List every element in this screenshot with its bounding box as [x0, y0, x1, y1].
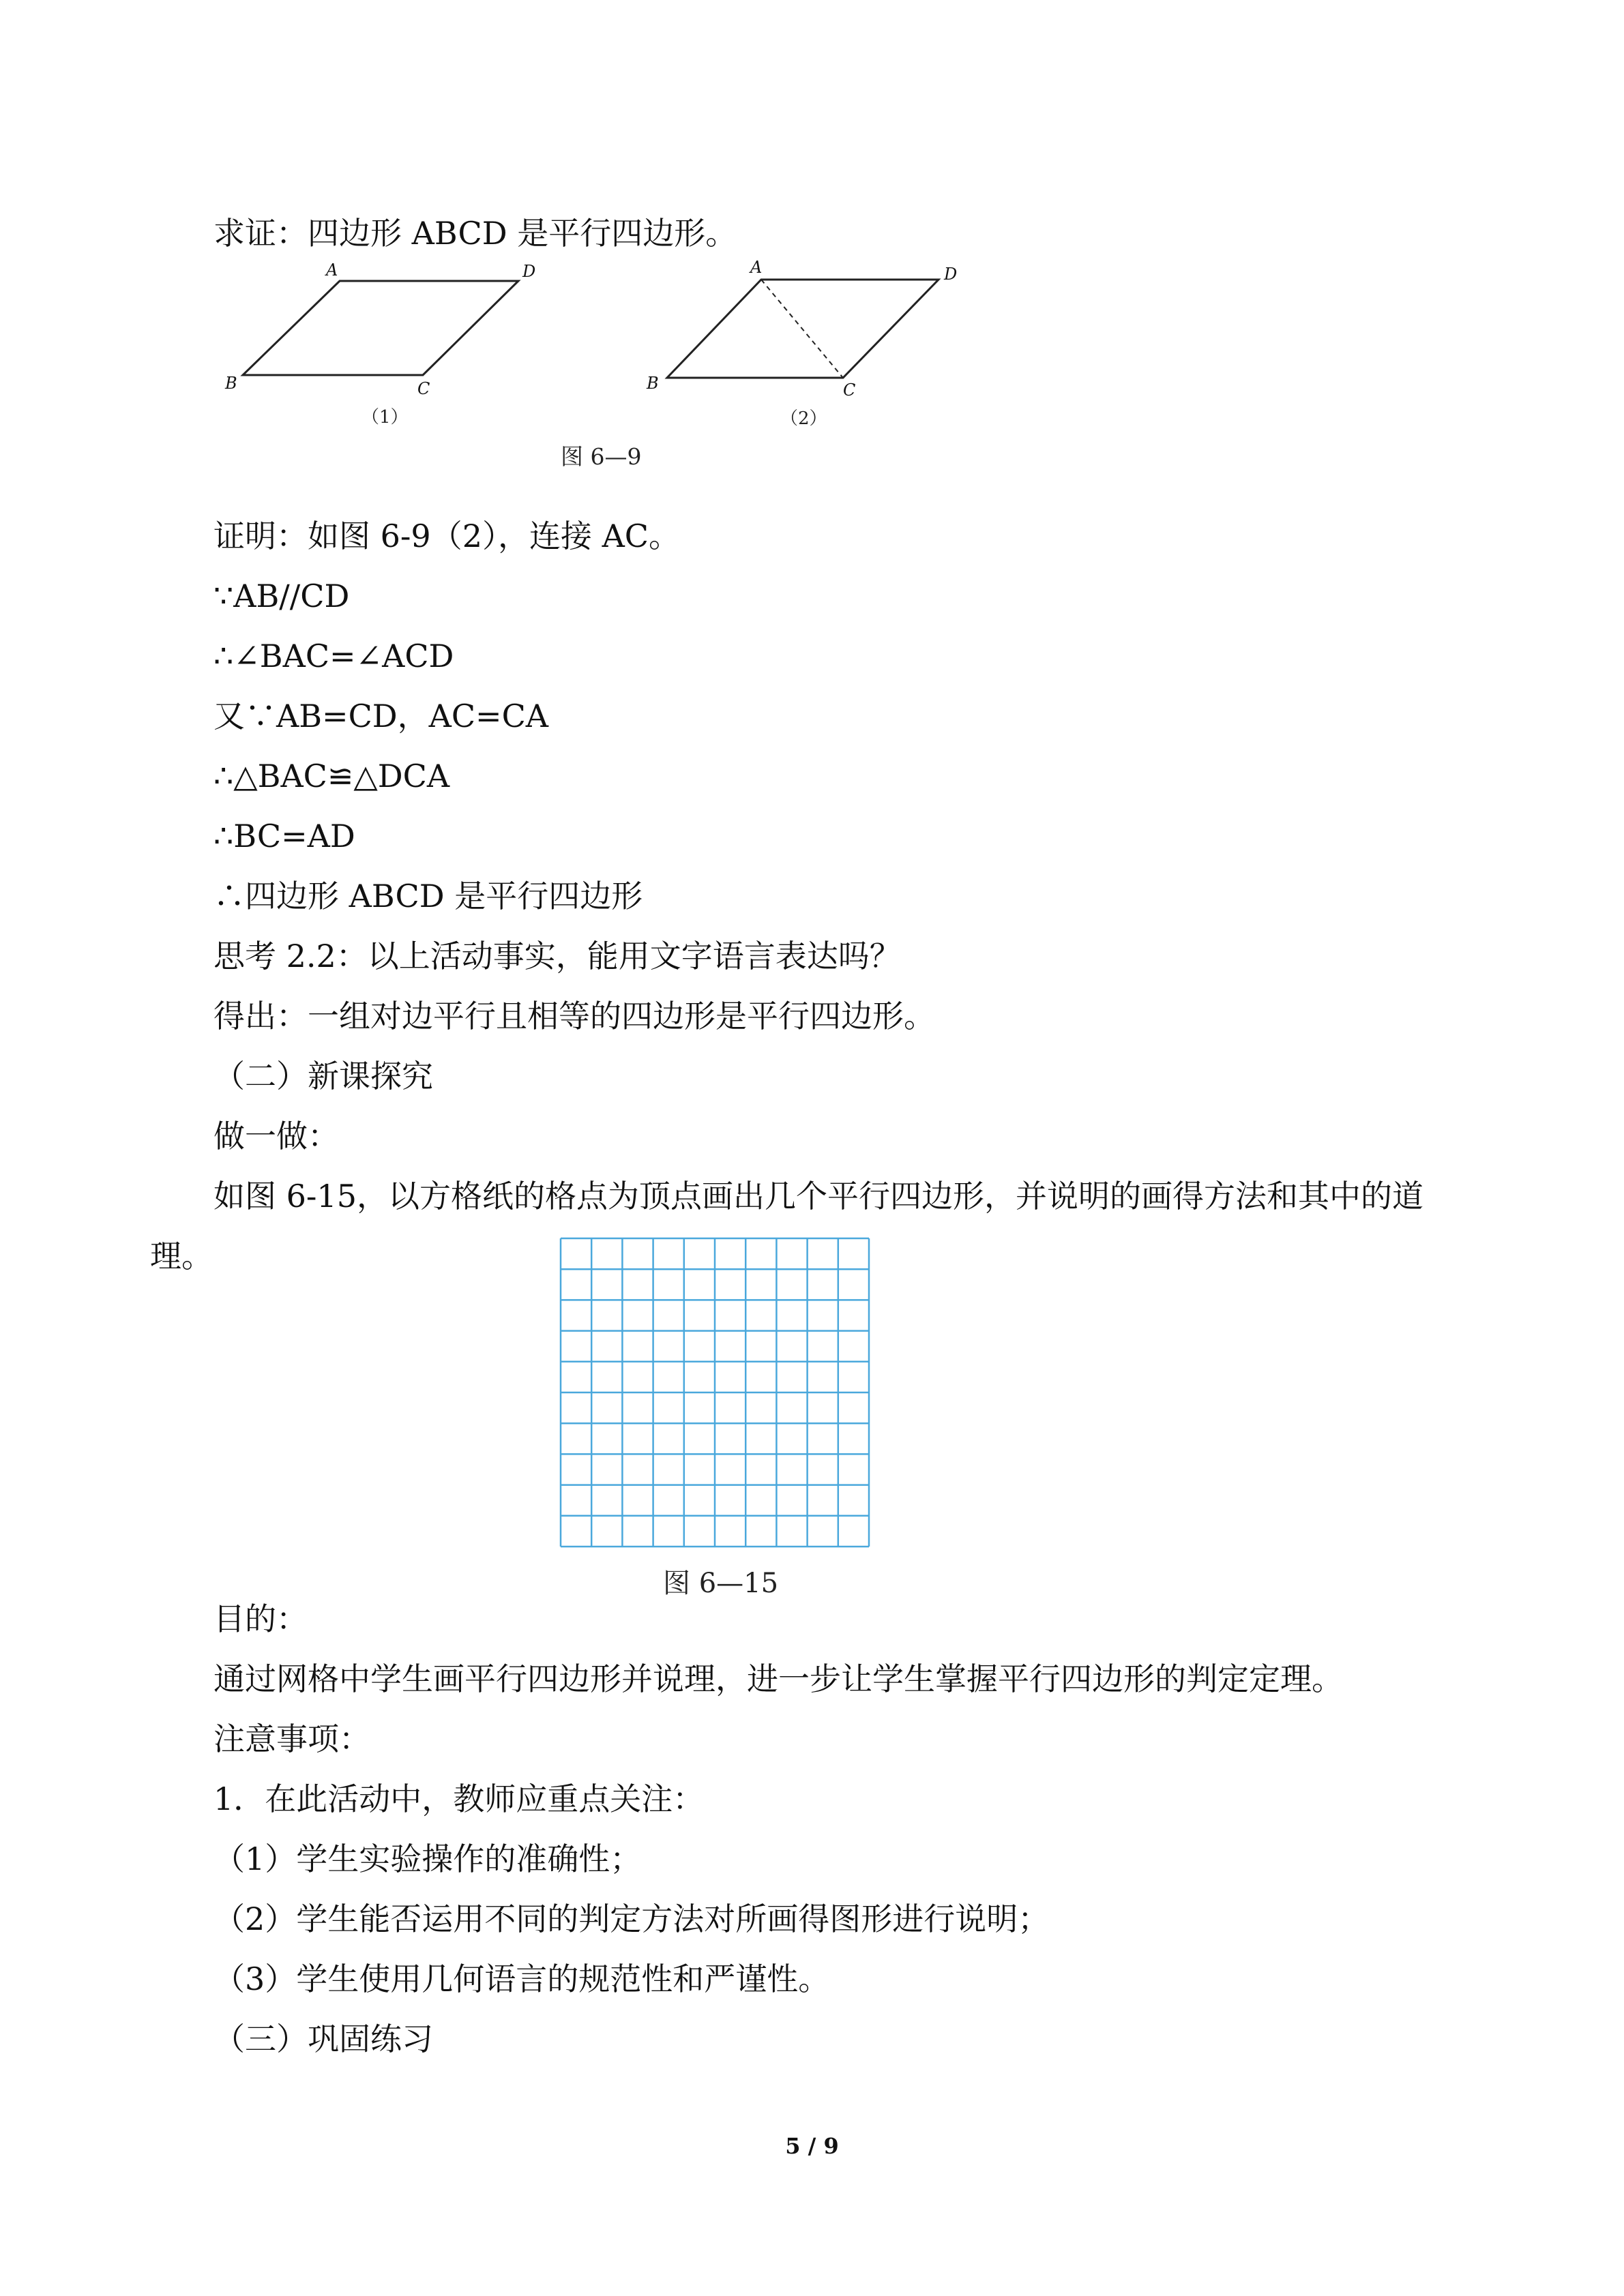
purpose-label: 目的：	[213, 1600, 308, 1637]
task-line-2: 理。	[150, 1238, 213, 1274]
point-c-label: C	[843, 381, 856, 400]
do-it-label: 做一做：	[213, 1118, 339, 1154]
figure-6-9-right	[634, 259, 962, 436]
point-d-label: D	[944, 265, 958, 284]
figure-6-15-caption: 图 6—15	[663, 1568, 779, 1599]
prove-statement: 求证：四边形 ABCD 是平行四边形。	[213, 215, 737, 252]
note-item-2: （2）学生能否运用不同的判定方法对所画得图形进行说明；	[213, 1900, 1050, 1937]
parallelogram-1	[243, 281, 518, 375]
proof-line-5: ∴△BAC≌△DCA	[213, 758, 450, 794]
think-question: 思考 2.2：以上活动事实，能用文字语言表达吗？	[213, 938, 901, 974]
point-b-label: B	[225, 374, 237, 393]
notes-intro: 1．在此活动中，教师应重点关注：	[213, 1780, 705, 1817]
proof-line-6: ∴BC=AD	[213, 818, 355, 854]
point-c-label: C	[417, 379, 430, 398]
figure-6-9-caption: 图 6—9	[561, 443, 642, 470]
proof-line-7: ∴四边形 ABCD 是平行四边形	[213, 878, 643, 914]
point-d-label: D	[522, 262, 536, 281]
section-2-title: （二）新课探究	[213, 1058, 433, 1094]
proof-line-2: ∵AB//CD	[213, 578, 350, 614]
figure-6-15-grid	[559, 1237, 870, 1548]
task-line-1: 如图 6-15，以方格纸的格点为顶点画出几个平行四边形，并说明的画得方法和其中的道	[213, 1178, 1423, 1214]
point-a-label: A	[326, 260, 338, 280]
notes-label: 注意事项：	[213, 1720, 370, 1757]
figure-6-9-sub1: （1）	[361, 407, 409, 428]
point-a-label: A	[750, 258, 763, 277]
purpose-text: 通过网格中学生画平行四边形并说理，进一步让学生掌握平行四边形的判定定理。	[213, 1660, 1343, 1697]
proof-line-1: 证明：如图 6-9（2），连接 AC。	[213, 518, 681, 554]
note-item-1: （1）学生实验操作的准确性；	[213, 1840, 642, 1877]
conclusion: 得出：一组对边平行且相等的四边形是平行四边形。	[213, 998, 935, 1034]
proof-line-4: 又∵AB=CD，AC=CA	[213, 698, 549, 734]
section-3-title: （三）巩固练习	[213, 2021, 433, 2057]
point-b-label: B	[647, 374, 659, 393]
page-number: 5 / 9	[785, 2133, 839, 2159]
diagonal-ac	[761, 280, 843, 378]
note-item-3: （3）学生使用几何语言的规范性和严谨性。	[213, 1960, 830, 1997]
proof-line-3: ∴∠BAC=∠ACD	[213, 638, 454, 674]
figure-6-9-left	[218, 259, 546, 436]
figure-6-9-sub2: （2）	[780, 408, 827, 429]
